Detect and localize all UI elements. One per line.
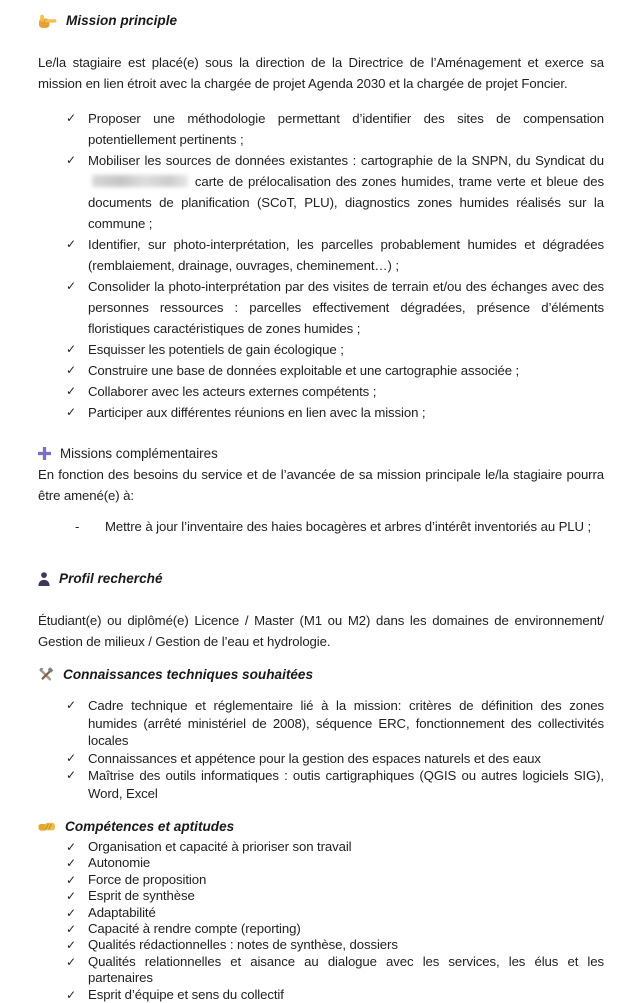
bullet-text: Identifier, sur photo-interprétation, les parcelles probablement humides et dégradées (remblaiement, drainage, ouvrages, cheminement…) ; bbox=[88, 237, 604, 273]
bullet-text: Maîtrise des outils informatiques : outis cartigraphiques (QGIS ou autres logiciels SIG), Word, Excel bbox=[88, 768, 604, 801]
bullet-text: Mobiliser les sources de données existantes : cartographie de la SNPN, du Syndicat du carte de prélocalisation des zones humides, trame verte et bleue des documents de planification (SCoT, PLU), diagnostics zones humides réalisés sur la commune ; bbox=[88, 153, 604, 231]
checkmark-icon: ✓ bbox=[66, 889, 76, 904]
mission-intro-paragraph: Le/la stagiaire est placé(e) sous la direction de la Directrice de l’Aménagement et exerce sa mission en lien étroit avec la chargée de projet Agenda 2030 et la chargée de projet Foncier. bbox=[38, 55, 604, 91]
checkmark-icon: ✓ bbox=[66, 905, 76, 920]
bullet-text: Qualités relationnelles et aisance au dialogue avec les services, les élus et les partenaires bbox=[88, 953, 604, 986]
list-item bbox=[38, 381, 604, 402]
bullet-text: Consolider la photo-interprétation par des visites de terrain et/ou des échanges avec des personnes ressources : parcelles effectivement dégradées, présence d’éléments floristiques caractéristiques de zones humides ; bbox=[88, 279, 604, 336]
bullet-text: Qualités rédactionnelles : notes de synthèse, dossiers bbox=[88, 937, 398, 953]
checkmark-icon: ✓ bbox=[66, 342, 76, 356]
section-title-competences bbox=[38, 818, 604, 836]
dash-list bbox=[38, 516, 604, 537]
checkmark-icon: ✓ bbox=[66, 987, 76, 1002]
list-item bbox=[38, 954, 604, 987]
checkmark-icon: ✓ bbox=[66, 111, 76, 125]
section-title-missions-complementaires bbox=[38, 443, 604, 464]
bullet-text: Construire une base de données exploitable et une cartographie associée ; bbox=[88, 363, 520, 378]
section-title-text: Connaissances techniques souhaitées bbox=[63, 667, 314, 682]
bullet-text: Esprit d’équipe et sens du collectif bbox=[88, 986, 284, 1002]
checkmark-icon: ✓ bbox=[66, 363, 76, 377]
section-title-mission bbox=[38, 12, 604, 30]
list-item bbox=[38, 339, 604, 360]
checkmark-icon: ✓ bbox=[66, 872, 76, 887]
mission-bullet-list bbox=[38, 108, 604, 423]
dash-marker: - bbox=[75, 519, 80, 534]
bullet-text: Organisation et capacité à prioriser son travail bbox=[88, 839, 352, 854]
section-title-text: Compétences et aptitudes bbox=[65, 819, 235, 834]
list-item bbox=[38, 855, 604, 871]
hammer-wrench-icon bbox=[38, 667, 54, 683]
bullet-text: Autonomie bbox=[88, 855, 151, 871]
list-item bbox=[38, 697, 604, 750]
checkmark-icon: ✓ bbox=[66, 840, 76, 854]
list-item bbox=[38, 921, 604, 937]
connaissances-bullet-list bbox=[38, 697, 604, 802]
checkmark-icon: ✓ bbox=[66, 938, 76, 953]
list-item bbox=[38, 108, 604, 150]
redacted-text-blur bbox=[92, 175, 188, 187]
list-item bbox=[38, 888, 604, 904]
list-item bbox=[38, 402, 604, 423]
checkmark-icon: ✓ bbox=[66, 856, 76, 871]
bullet-text: Force de proposition bbox=[88, 871, 207, 887]
bullet-text: Esprit de synthèse bbox=[88, 888, 195, 904]
competences-bullet-list bbox=[38, 839, 604, 1003]
person-bust-icon bbox=[38, 572, 50, 586]
list-item bbox=[38, 767, 604, 802]
list-item bbox=[38, 360, 604, 381]
bullet-text: Cadre technique et réglementaire lié à la mission: critères de définition des zones humides (arrêté ministériel de 2008), séquence ERC, fonctionnement des collectivités locales bbox=[88, 698, 604, 748]
checkmark-icon: ✓ bbox=[66, 922, 76, 937]
checkmark-icon: ✓ bbox=[66, 768, 76, 782]
section-title-text: Profil recherché bbox=[59, 571, 163, 586]
bullet-text: Mettre à jour l’inventaire des haies bocagères et arbres d’intérêt inventoriés au PLU ; bbox=[105, 519, 592, 534]
checkmark-icon: ✓ bbox=[66, 954, 76, 969]
plus-icon bbox=[38, 447, 51, 460]
section-title-profil bbox=[38, 570, 604, 588]
pointing-hand-icon bbox=[38, 14, 57, 29]
list-item bbox=[38, 839, 604, 855]
list-item bbox=[38, 937, 604, 953]
bullet-text: Adaptabilité bbox=[88, 904, 156, 920]
list-item bbox=[38, 234, 604, 276]
bullet-text: Proposer une méthodologie permettant d’identifier des sites de compensation potentiellement pertinents ; bbox=[88, 111, 604, 147]
checkmark-icon: ✓ bbox=[66, 153, 76, 167]
list-item bbox=[38, 872, 604, 888]
missions-complementaires-intro: En fonction des besoins du service et de l’avancée de sa mission principale le/la stagiaire pourra être amené(e) à: bbox=[38, 467, 604, 503]
profil-paragraph: Étudiant(e) ou diplômé(e) Licence / Master (M1 ou M2) dans les domaines de environnement/ Gestion de milieux / Gestion de l’eau et hydrologie. bbox=[38, 613, 604, 649]
section-title-text: Missions complémentaires bbox=[60, 446, 218, 461]
handshake-icon bbox=[38, 821, 56, 833]
checkmark-icon: ✓ bbox=[66, 750, 76, 765]
checkmark-icon: ✓ bbox=[66, 384, 76, 398]
bullet-text: Participer aux différentes réunions en lien avec la mission ; bbox=[88, 405, 426, 420]
checkmark-icon: ✓ bbox=[66, 279, 76, 293]
list-item bbox=[38, 750, 604, 768]
bullet-text: Capacité à rendre compte (reporting) bbox=[88, 921, 301, 937]
list-item bbox=[38, 276, 604, 339]
bullet-text: Connaissances et appétence pour la gestion des espaces naturels et des eaux bbox=[88, 750, 541, 766]
list-item bbox=[38, 905, 604, 921]
bullet-text: Esquisser les potentiels de gain écologique ; bbox=[88, 342, 344, 357]
checkmark-icon: ✓ bbox=[66, 405, 76, 419]
section-title-connaissances bbox=[38, 666, 604, 684]
checkmark-icon: ✓ bbox=[66, 698, 76, 712]
list-item bbox=[38, 516, 604, 537]
list-item bbox=[38, 150, 604, 234]
list-item bbox=[38, 987, 604, 1003]
section-title-text: Mission principle bbox=[66, 13, 178, 28]
checkmark-icon: ✓ bbox=[66, 237, 76, 251]
bullet-text: Collaborer avec les acteurs externes compétents ; bbox=[88, 384, 377, 399]
